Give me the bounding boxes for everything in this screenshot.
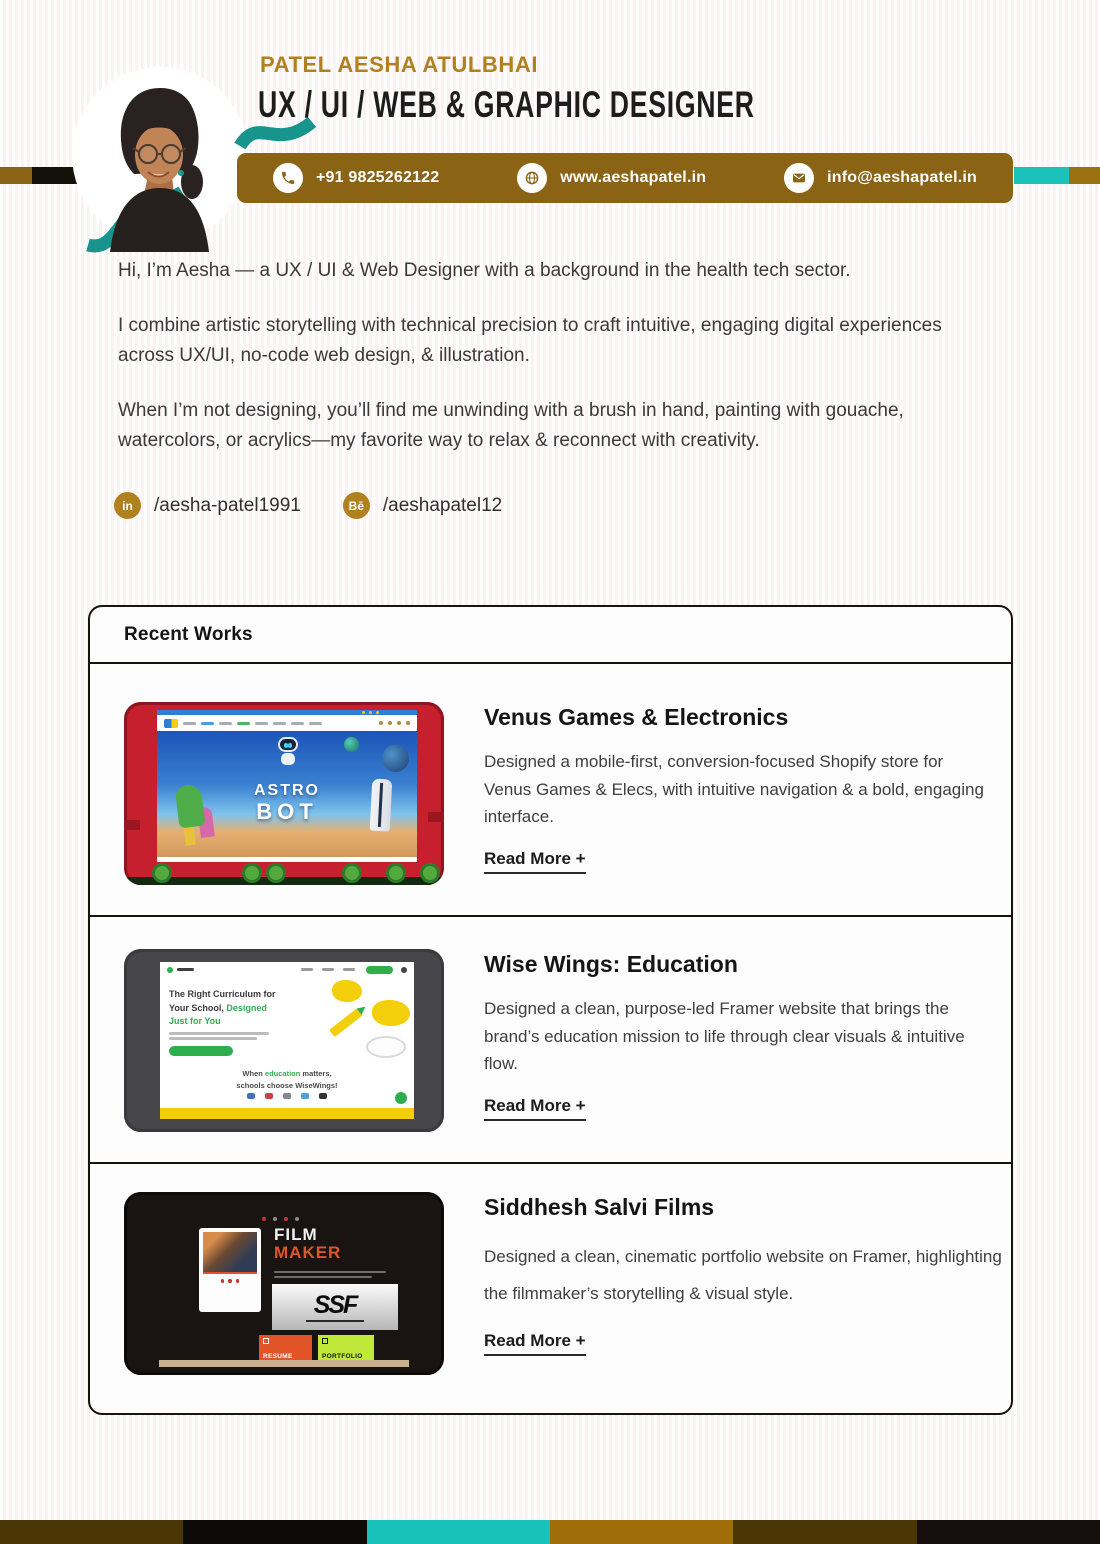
wisewings-project-thumbnail[interactable]: [124, 949, 444, 1132]
bush-decor: [386, 863, 406, 883]
bush-decor: [420, 863, 440, 883]
console-illustration: [370, 779, 393, 832]
wisewings-tagline: When education matters, schools choose WiseWings!: [236, 1069, 338, 1090]
right-teal-stripe: [1014, 167, 1069, 184]
wisewings-headline: The Right Curriculum for Your School, Designed Just for You: [169, 989, 276, 1026]
work-row-ssf: [90, 1162, 1011, 1405]
text-placeholder: [169, 1032, 269, 1035]
wisewings-navbar: [160, 962, 414, 977]
nav-dots: [262, 1217, 299, 1221]
ssf-project-thumbnail[interactable]: [124, 1192, 444, 1375]
linkedin-link[interactable]: [114, 492, 301, 519]
contact-website[interactable]: [517, 163, 706, 193]
venus-project-info: [484, 702, 1004, 874]
project-title: Siddhesh Salvi Films: [484, 1194, 715, 1220]
doodle-blob: [372, 1000, 410, 1026]
ssf-logo-box: SSF: [272, 1284, 398, 1330]
person-role-title: UX / UI / WEB & GRAPHIC DESIGNER: [258, 84, 755, 125]
contact-website-text: www.aeshapatel.in: [560, 169, 707, 186]
read-more-link[interactable]: Read More +: [484, 1331, 586, 1356]
project-description: Designed a mobile-first, conversion-focused Shopify store for Venus Games & Elecs, with intuitive navigation & a bold, engaging interface.: [484, 752, 984, 827]
wisewings-site-mock: [160, 962, 414, 1119]
shelf-bar: [159, 1360, 409, 1367]
bush-decor: [242, 863, 262, 883]
recent-works-panel: [88, 605, 1013, 1415]
pixel-decor: [428, 812, 444, 822]
venus-project-thumbnail[interactable]: [124, 702, 444, 885]
behance-icon: Bē: [343, 492, 370, 519]
bush-decor: [342, 863, 362, 883]
venus-hero-banner: [157, 731, 417, 857]
globe-icon: [517, 163, 547, 193]
recent-works-header: [90, 607, 1011, 662]
behance-link[interactable]: [343, 492, 502, 519]
footer-color-bar: [0, 1520, 1100, 1544]
filmmaker-portrait: [203, 1232, 257, 1274]
ssf-project-info: [484, 1192, 1004, 1356]
linkedin-icon: in: [114, 492, 141, 519]
partner-logos-row: [160, 1093, 414, 1099]
venus-site-mock: [157, 710, 417, 862]
text-placeholder: [169, 1037, 257, 1040]
contact-email-text: info@aeshapatel.in: [827, 169, 977, 186]
venus-logo: [164, 719, 178, 728]
project-title: Venus Games & Electronics: [484, 704, 789, 730]
work-row-venus: [90, 662, 1011, 915]
venus-navbar: [157, 715, 417, 731]
work-row-wisewings: [90, 915, 1011, 1162]
behance-handle: /aeshapatel12: [382, 494, 503, 516]
social-links: [114, 492, 502, 519]
resume-button-mock: RESUME: [259, 1335, 312, 1363]
doodle-cloud: [366, 1036, 406, 1058]
project-description: Designed a clean, cinematic portfolio website on Framer, highlighting the filmmaker’s storytelling & visual style.: [484, 1247, 1002, 1304]
chat-bubble-icon: [395, 1092, 407, 1104]
portfolio-button-mock: PORTFOLIO: [318, 1335, 374, 1363]
yellow-footer-bar: [160, 1108, 414, 1119]
venus-announcement-bar: [157, 710, 417, 715]
planet-icon: [344, 737, 359, 752]
linkedin-handle: /aesha-patel1991: [154, 494, 301, 516]
film-maker-heading: FILM MAKER: [274, 1225, 342, 1263]
bush-decor: [266, 863, 286, 883]
planet-icon: [382, 745, 409, 772]
contact-phone: [273, 163, 439, 193]
pencil-doodle: [329, 1008, 363, 1037]
intro-paragraph-1: Hi, I’m Aesha — a UX / UI & Web Designer with a background in the health tech sector.: [118, 260, 851, 281]
card-dots: [203, 1279, 257, 1283]
read-more-link[interactable]: Read More +: [484, 1096, 586, 1121]
text-placeholder: [274, 1271, 386, 1273]
text-placeholder: [274, 1276, 372, 1278]
bush-decor: [152, 863, 172, 883]
intro-paragraph-2: I combine artistic storytelling with technical precision to craft intuitive, engaging digital experiences across UX/UI, no-code web design, & illustration.: [118, 315, 942, 366]
read-more-link[interactable]: Read More +: [484, 849, 586, 874]
doodle-blob: [332, 980, 362, 1002]
intro-paragraph-3: When I’m not designing, you’ll find me unwinding with a brush in hand, painting with gouache, watercolors, or acrylics—my favorite way to relax & reconnect with creativity.: [118, 400, 904, 451]
person-name: PATEL AESHA ATULBHAI: [260, 52, 539, 77]
contact-bar: [237, 153, 1013, 203]
project-description: Designed a clean, purpose-led Framer website that brings the brand’s education mission to life through clear visuals & intuitive flow.: [484, 999, 965, 1074]
filmmaker-id-card: [199, 1228, 261, 1312]
intro-section: [118, 256, 998, 481]
right-gold-stripe: [1069, 167, 1100, 184]
wisewings-cta-button: [169, 1046, 233, 1056]
pixel-decor: [124, 820, 140, 830]
phone-icon: [273, 163, 303, 193]
mail-icon: [784, 163, 814, 193]
contact-email[interactable]: [784, 163, 977, 193]
project-title: Wise Wings: Education: [484, 951, 738, 977]
contact-phone-text: +91 9825262122: [316, 169, 440, 186]
astro-bot-robot: [275, 737, 301, 771]
wisewings-logo: [167, 967, 173, 973]
wisewings-project-info: [484, 949, 1004, 1121]
recent-works-heading: Recent Works: [124, 623, 253, 645]
astro-bot-title: ASTRO BOT: [254, 782, 320, 824]
